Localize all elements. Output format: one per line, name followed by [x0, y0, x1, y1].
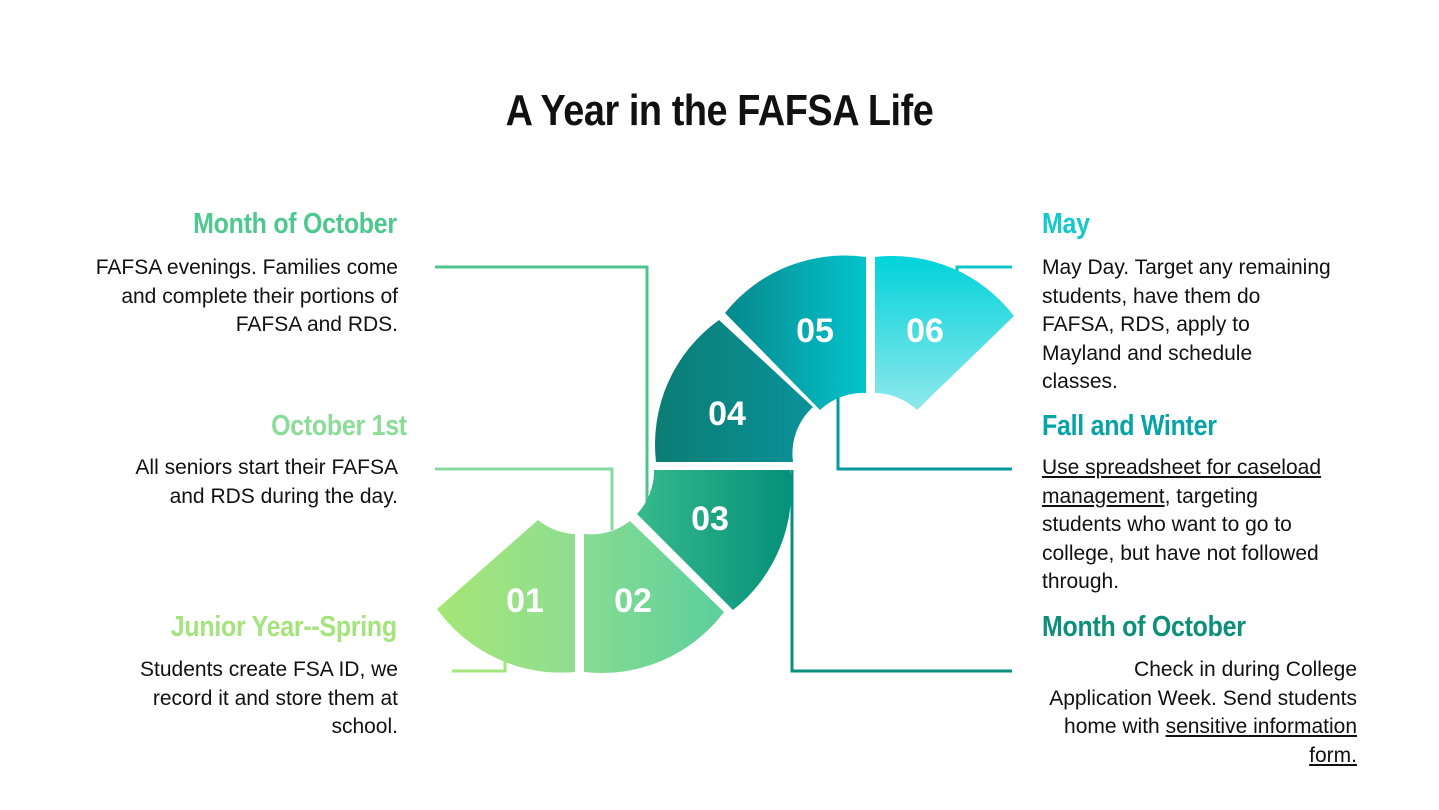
heading-step-03: Month of October: [1042, 611, 1246, 643]
segment-number-03: 03: [691, 500, 729, 538]
heading-step-06: May: [1042, 208, 1090, 240]
text-step-03-main: Check in during College Application Week. Send students home with: [1049, 658, 1357, 738]
segment-number-05: 05: [796, 312, 834, 350]
text-step-06: May Day. Target any remaining students, have them do FAFSA, RDS, apply to Mayland and schedule classes.: [1042, 256, 1331, 393]
text-step-04: FAFSA evenings. Families come and complete their portions of FAFSA and RDS.: [95, 256, 398, 336]
heading-step-02: October 1st: [271, 410, 407, 442]
text-step-01: Students create FSA ID, we record it and store them at school.: [140, 658, 398, 738]
heading-step-04: Month of October: [193, 208, 397, 240]
caseload-spreadsheet-link[interactable]: Use spreadsheet for caseload management: [1042, 456, 1321, 508]
page-title: A Year in the FAFSA Life: [505, 86, 934, 135]
connector-02: [435, 469, 612, 530]
text-step-05: [1042, 454, 1342, 597]
connector-05: [838, 396, 1012, 469]
connector-04: [435, 267, 647, 508]
text-step-03: [1042, 656, 1357, 770]
sensitive-information-form-link[interactable]: sensitive information form.: [1165, 715, 1357, 767]
heading-step-01: Junior Year--Spring: [170, 611, 397, 643]
segment-number-02: 02: [614, 582, 652, 620]
connector-03: [792, 470, 1012, 671]
text-step-05-rest: , targeting students who want to go to college, but have not followed through.: [1042, 484, 1319, 593]
segment-06: [875, 256, 1014, 410]
segment-number-04: 04: [708, 395, 746, 433]
text-step-02: All seniors start their FAFSA and RDS during the day.: [135, 456, 398, 508]
heading-step-05: Fall and Winter: [1042, 410, 1217, 442]
segment-number-01: 01: [506, 582, 544, 620]
segment-number-06: 06: [906, 312, 944, 350]
